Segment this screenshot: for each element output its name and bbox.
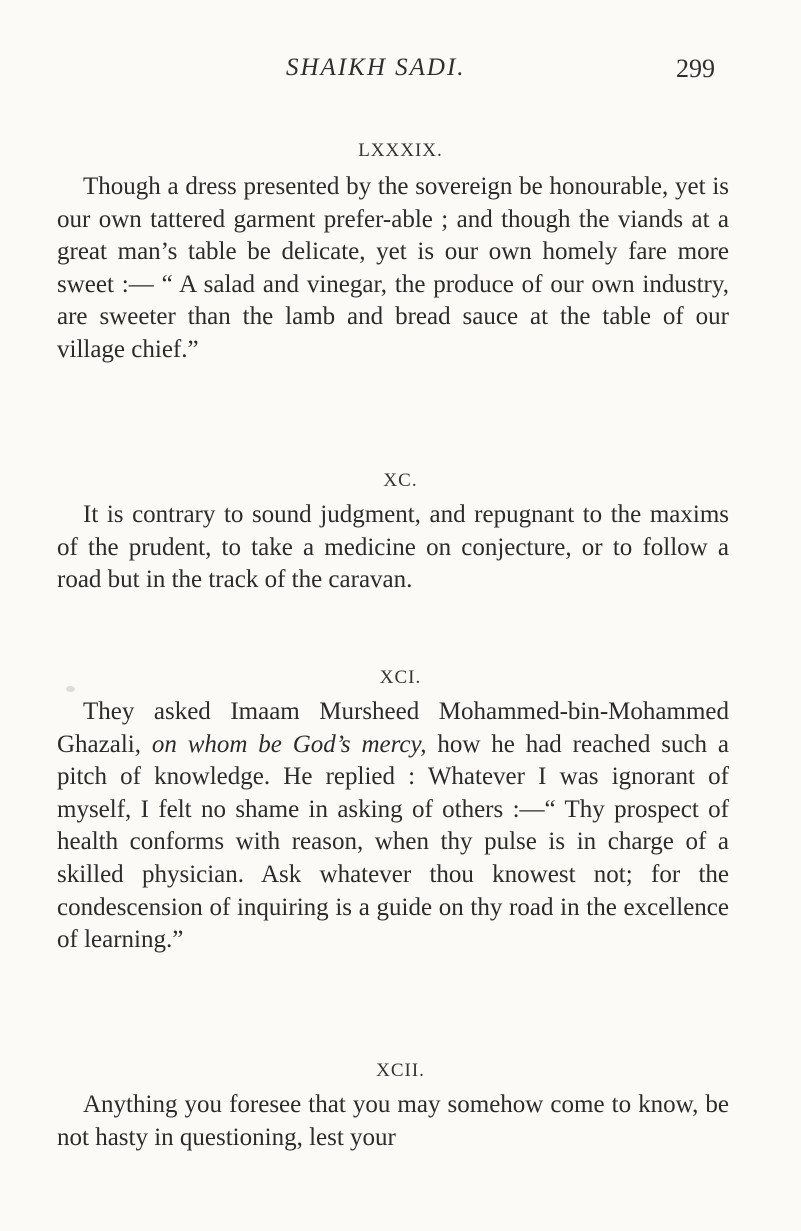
section-heading-xcii: XCII. xyxy=(376,1060,425,1081)
section-heading-xci: XCI. xyxy=(379,667,422,688)
italic-phrase: on whom be God’s mercy, xyxy=(151,730,427,758)
section-heading-xc: XC. xyxy=(383,470,418,491)
section-heading-lxxxix: LXXXIX. xyxy=(358,140,443,161)
page-number: 299 xyxy=(676,54,715,83)
running-head xyxy=(0,46,801,86)
section-text-xcii: Anything you foresee that you may somehow come to know, be not hasty in questioning, lest your xyxy=(57,1091,729,1151)
running-title: SHAIKH SADI. xyxy=(286,54,466,81)
section-text-xci xyxy=(57,696,729,957)
text-segment: how he had reached such a pitch of knowledge. He replied : Whatever I was ignorant of myself, I felt no shame in asking of others :—“ Thy prospect of health conforms with reason, when thy pulse is in charge of a skilled physician. Ask whatever thou knowest not; for the condescension of inquiring is a guide on thy road in the excellence of learning.” xyxy=(57,730,729,954)
section-text-lxxxix: Though a dress presented by the sovereign be honourable, yet is our own tattered garment prefer-able ; and though the viands at a great man’s table be delicate, yet is our own homely fare more sweet :— “ A salad and vinegar, the produce of our own industry, are sweeter than the lamb and bread sauce at the table of our village chief.” xyxy=(57,173,729,363)
section-text-xc: It is contrary to sound judgment, and repugnant to the maxims of the prudent, to take a medicine on conjecture, or to follow a road but in the track of the caravan. xyxy=(57,501,729,594)
text-segment: They asked Imaam Mursheed Mohammed-bin-Mohammed Ghazali, xyxy=(57,698,729,758)
ink-smudge xyxy=(66,686,75,692)
